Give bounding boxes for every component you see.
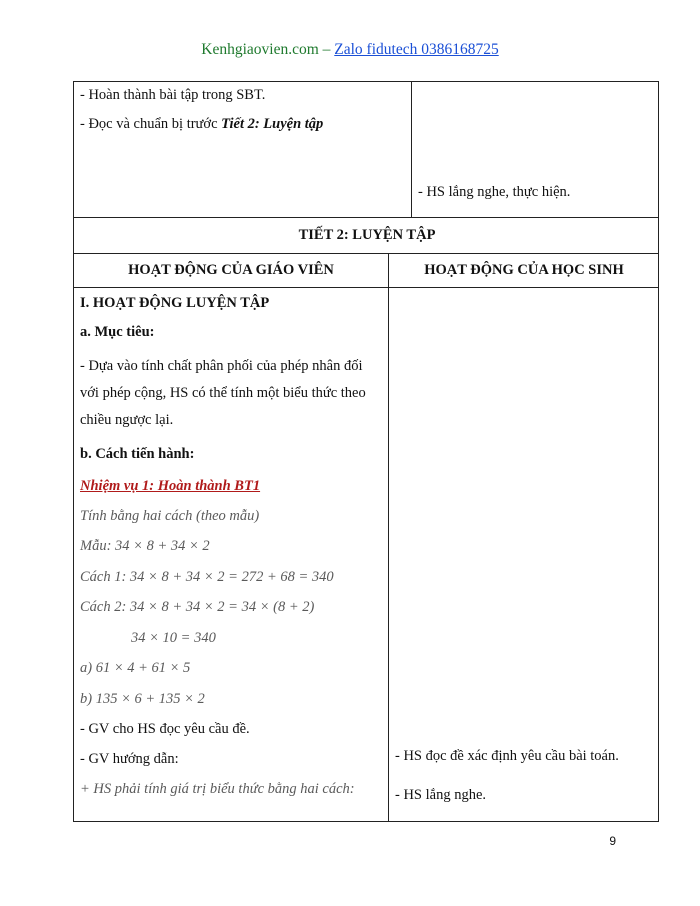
goal-line: với phép cộng, HS có thể tính một biểu thức theo — [80, 385, 366, 401]
exercise-line: Tính bằng hai cách (theo mẫu) — [80, 508, 260, 524]
student-line: - HS đọc đề xác định yêu cầu bài toán. — [395, 748, 619, 764]
student-activity-cell — [389, 288, 659, 822]
student-line: - HS lắng nghe. — [395, 787, 487, 803]
section-title-table — [73, 217, 659, 254]
page-header — [0, 41, 700, 59]
sbt-line: - Hoàn thành bài tập trong SBT. — [80, 87, 266, 103]
prepare-line: - Đọc và chuẩn bị trước Tiết 2: Luyện tập — [80, 116, 324, 132]
activity-heading: I. HOẠT ĐỘNG LUYỆN TẬP — [80, 295, 270, 311]
continuation-table — [73, 81, 659, 218]
teacher-activity-cell — [74, 288, 389, 822]
step-line: - GV cho HS đọc yêu cầu đề. — [80, 721, 250, 737]
student-column-header: HOẠT ĐỘNG CỦA HỌC SINH — [389, 254, 659, 288]
continuation-teacher-cell — [74, 82, 412, 218]
step-line: - GV hướng dẫn: — [80, 751, 179, 767]
section-title: TIẾT 2: LUYỆN TẬP — [298, 227, 436, 243]
teacher-column-header: HOẠT ĐỘNG CỦA GIÁO VIÊN — [74, 254, 389, 288]
continuation-student-cell — [412, 82, 659, 218]
exercise-line: a) 61 × 4 + 61 × 5 — [80, 660, 191, 676]
exercise-line: Cách 2: 34 × 8 + 34 × 2 = 34 × (8 + 2) — [80, 599, 315, 615]
task-title: Nhiệm vụ 1: Hoàn thành BT1 — [80, 478, 261, 494]
activity-table — [73, 253, 659, 822]
method-label: b. Cách tiến hành: — [80, 446, 195, 462]
site-name: Kenhgiaovien.com — [201, 41, 319, 58]
goal-label: a. Mục tiêu: — [80, 324, 155, 340]
next-lesson: Tiết 2: Luyện tập — [221, 116, 324, 132]
page-number: 9 — [609, 834, 616, 848]
header-separator: – — [318, 41, 335, 58]
exercise-line: Mẫu: 34 × 8 + 34 × 2 — [80, 538, 210, 554]
exercise-line: 34 × 10 = 340 — [131, 630, 216, 646]
exercise-line: b) 135 × 6 + 135 × 2 — [80, 691, 205, 707]
goal-line: chiều ngược lại. — [80, 412, 174, 428]
exercise-line: Cách 1: 34 × 8 + 34 × 2 = 272 + 68 = 340 — [80, 569, 334, 585]
listen-line: - HS lắng nghe, thực hiện. — [418, 184, 571, 200]
step-line: + HS phải tính giá trị biểu thức bằng hai cách: — [80, 781, 355, 797]
contact-link[interactable]: Zalo fidutech 0386168725 — [334, 41, 499, 58]
goal-line: - Dựa vào tính chất phân phối của phép nhân đối — [80, 358, 363, 374]
